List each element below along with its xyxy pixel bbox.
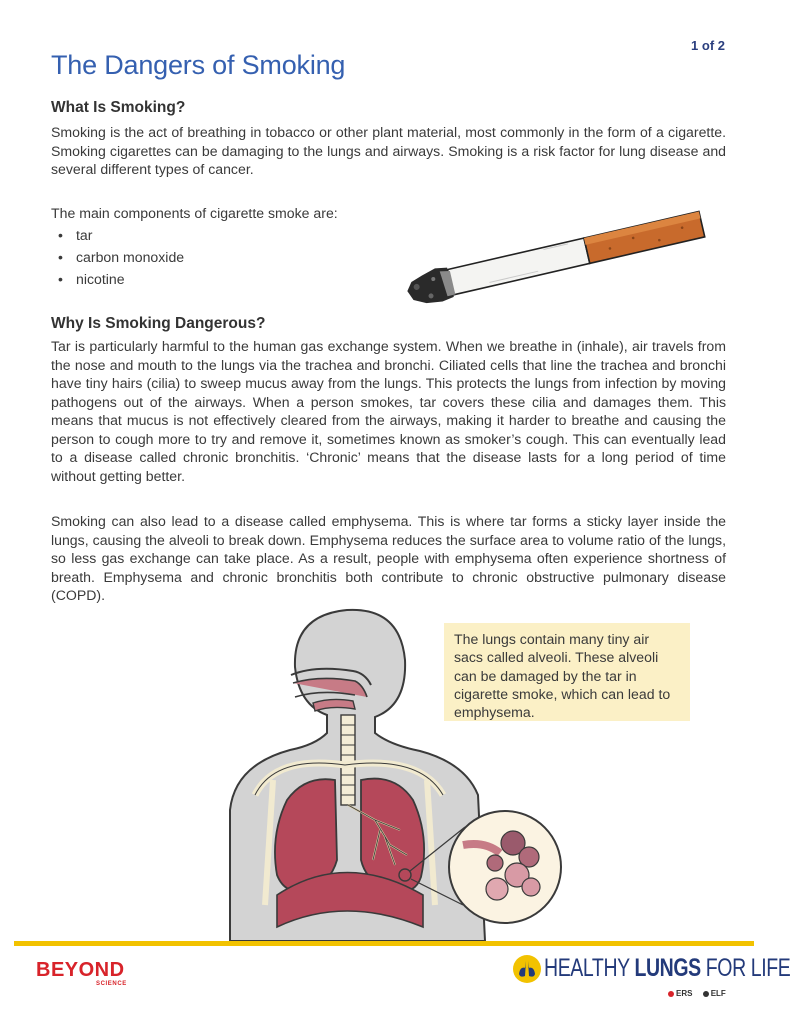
emphysema-paragraph: Smoking can also lead to a disease called emphysema. This is where tar forms a sticky layer inside the lungs, causing the alveoli to break down. Emphysema reduces the surface area to volume ratio of the lungs, so less gas exchange can take place. As a result, people with emphysema often experience shortness of breath. Emphysema and chronic bronchitis both contribute to chronic obstructive pulmonary disease (COPD).	[51, 513, 726, 603]
list-item: • tar	[58, 227, 93, 243]
heading-what-is-smoking: What Is Smoking?	[51, 99, 186, 116]
hl-text-1: HEALTHY	[544, 954, 635, 982]
hl-text-2: LUNGS	[634, 954, 701, 982]
components-intro: The main components of cigarette smoke are:	[51, 205, 338, 221]
heading-why-dangerous: Why Is Smoking Dangerous?	[51, 315, 266, 332]
beyond-logo-word: BEYOND	[36, 959, 125, 981]
partner-logos	[668, 989, 726, 998]
cigarette-illustration	[395, 205, 720, 305]
intro-paragraph: Smoking is the act of breathing in tobacco or other plant material, most commonly in the form of a cigarette. Smoking cigarettes can be damaging to the lungs and airways. Smoking is a risk factor for lung disease and several different types of cancer.	[51, 124, 726, 177]
elf-logo: ELF	[695, 989, 726, 998]
ers-logo: ERS	[668, 989, 692, 998]
components-list	[58, 225, 184, 291]
alveoli-callout: The lungs contain many tiny air sacs called alveoli. These alveoli can be damaged by the tar in cigarette smoke, which can lead to emphysema.	[444, 623, 690, 721]
lungs-logo-icon	[512, 954, 542, 984]
list-item: • nicotine	[58, 271, 125, 287]
hl-text-3: FOR LIFE	[700, 954, 790, 982]
beyond-logo-sub: SCIENCE	[96, 981, 127, 987]
tar-paragraph: Tar is particularly harmful to the human gas exchange system. When we breathe in (inhale), air travels from the nose and mouth to the lungs via the trachea and bronchi. Ciliated cells that line the trachea and bronchi have tiny hairs (cilia) to sweep mucus away from the lungs. This protects the lungs from infection by moving pathogens out of the airways. When a person smokes, tar covers these cilia and damages them. This means that mucus is not effectively cleared from the airways, making it harder to breathe and causing the person to cough more to try and remove it, sometimes known as smoker’s cough. This can eventually lead to a disease called chronic bronchitis. ‘Chronic’ means that the disease lasts for a long period of time without getting better.	[51, 338, 726, 484]
page-title: The Dangers of Smoking	[51, 50, 346, 80]
beyond-science-logo	[36, 959, 127, 987]
page-number: 1 of 2	[691, 38, 725, 53]
list-item: • carbon monoxide	[58, 249, 185, 265]
